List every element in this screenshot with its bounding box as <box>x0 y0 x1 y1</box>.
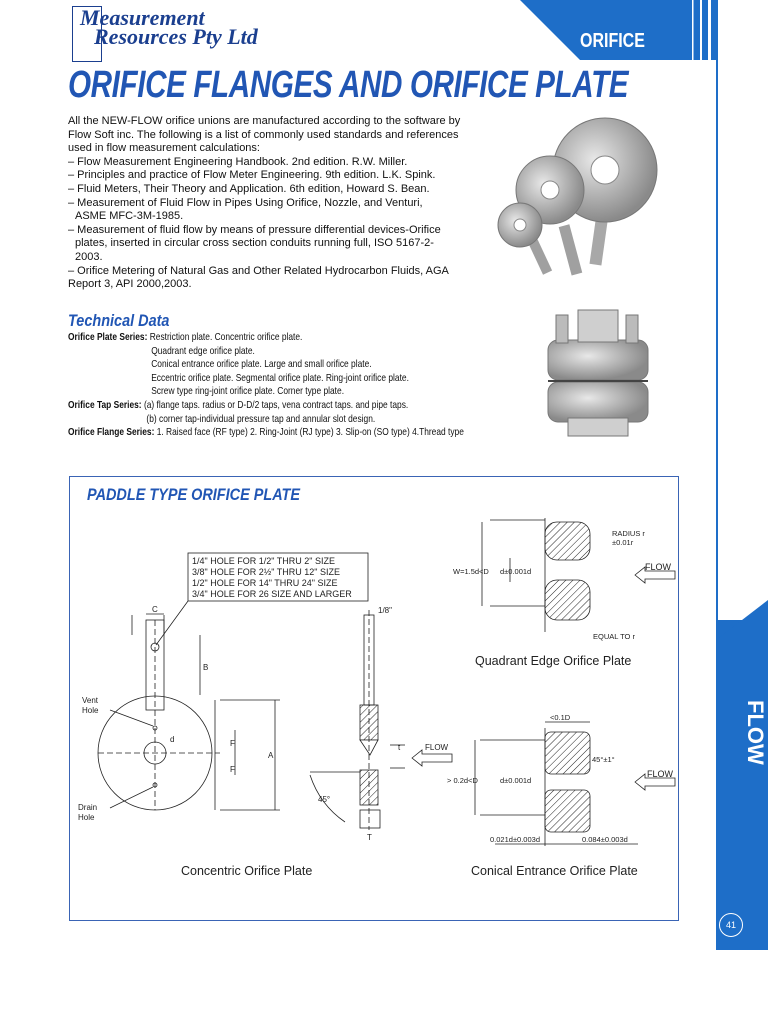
page-title: ORIFICE FLANGES AND ORIFICE PLATE <box>68 64 629 106</box>
d-tol: d±0.001d <box>500 567 532 576</box>
orifice-flange-assembly-photo <box>538 300 658 440</box>
caption-concentric: Concentric Orifice Plate <box>181 864 313 878</box>
dim-b: B <box>203 663 209 672</box>
orifice-plates-photo <box>490 115 670 280</box>
dim-f2: F <box>230 765 235 774</box>
tol1: 0.021d±0.003d <box>490 835 540 844</box>
hole-note: 3/4" HOLE FOR 26 SIZE AND LARGER <box>192 589 352 599</box>
dim-f: F <box>230 739 235 748</box>
technical-data-list: Orifice Plate Series: Restriction plate. Concentric orifice plate. Quadrant edge orifice plate. Conical entrance orifice plate. Large and small orifice plate. Eccentric orifice plate. Segmental orifice plate. Ring-joint orifice plate. Screw type ring-joint orifice plate. Corner type plate. Orifice Tap Series: (a) flange taps. radius or D-D/2 taps, vena contract taps. and pipe taps. (b) corner tap-individual pressure tap and annular slot design. Orifice Flange Series: 1. Raised face (RF type) 2. Ring-Joint (RJ type) 3. Slip-on (SO type) 4.Thread type <box>68 331 464 439</box>
drain-label: Hole <box>78 813 95 822</box>
section-tab-label: ORIFICE <box>580 30 645 52</box>
flow-tab <box>716 620 768 950</box>
caption-conical: Conical Entrance Orifice Plate <box>471 864 638 878</box>
tol2: 0.084±0.003d <box>582 835 628 844</box>
intro-text <box>68 115 468 292</box>
page-number: 41 <box>719 913 743 937</box>
flow-label-1: FLOW <box>425 743 449 752</box>
angle-45-1: 45°±1° <box>592 755 615 764</box>
radius-label: ±0.01r <box>612 538 634 547</box>
reference-item: – Fluid Meters, Their Theory and Application. 6th edition, Howard S. Bean. <box>68 182 430 195</box>
vent-label: Vent <box>82 696 99 705</box>
intro-paragraph: All the NEW-FLOW orifice unions are manufactured according to the software by Flow Soft inc. The following is a list of commonly used standards and references used in flow measurement calculations: <box>68 115 461 155</box>
reference-item: Report 3, API 2000,2003. <box>68 278 192 291</box>
gt-02d: > 0.2d<D <box>447 776 478 785</box>
reference-item: – Measurement of fluid flow by means of pressure differential devices-Orifice <box>68 223 441 236</box>
d-tol-2: d±0.001d <box>500 776 532 785</box>
reference-item: – Measurement of Fluid Flow in Pipes Using Orifice, Nozzle, and Venturi, <box>68 196 423 209</box>
technical-data-heading: Technical Data <box>68 311 170 330</box>
radius-label: RADIUS r <box>612 529 645 538</box>
hole-note: 1/4" HOLE FOR 1/2" THRU 2" SIZE <box>192 556 335 566</box>
dim-one-eighth: 1/8" <box>378 606 392 615</box>
reference-item: – Principles and practice of Flow Meter Engineering. 9th edition. L.K. Spink. <box>68 169 436 182</box>
dim-c: C <box>152 605 158 614</box>
technical-drawing <box>70 510 676 910</box>
drain-label: Drain <box>78 803 98 812</box>
reference-item: – Orifice Metering of Natural Gas and Other Related Hydrocarbon Fluids, AGA <box>68 264 449 277</box>
flow-tab-corner <box>716 600 768 640</box>
flow-tab-label: FLOW <box>743 700 768 765</box>
equal-to-r: EQUAL TO r <box>593 632 635 641</box>
hole-note: 1/2" HOLE FOR 14" THRU 24" SIZE <box>192 578 338 588</box>
reference-item: ASME MFC-3M-1985. <box>75 210 184 223</box>
hole-note: 3/8" HOLE FOR 2½" THRU 12" SIZE <box>192 567 340 577</box>
reference-item: 2003. <box>75 250 103 263</box>
company-logo: Measurement Resources Pty Ltd <box>80 5 258 49</box>
lt-01d: <0.1D <box>550 713 571 722</box>
flow-label-2: FLOW <box>645 562 671 572</box>
angle-45: 45° <box>318 795 331 804</box>
dim-t-small: t <box>398 743 401 752</box>
diagram-title: PADDLE TYPE ORIFICE PLATE <box>87 485 301 504</box>
w-eq: W=1.5d<D <box>453 567 489 576</box>
dim-a: A <box>268 751 274 760</box>
reference-item: plates, inserted in circular cross section conduits running full, ISO 5167-2- <box>75 237 434 250</box>
flow-label-3: FLOW <box>647 769 673 779</box>
dim-d: d <box>170 735 175 744</box>
reference-item: – Flow Measurement Engineering Handbook. 2nd edition. R.W. Miller. <box>68 155 408 168</box>
vent-label: Hole <box>82 706 99 715</box>
caption-quadrant: Quadrant Edge Orifice Plate <box>475 654 632 668</box>
dim-t-big: T <box>367 833 372 842</box>
